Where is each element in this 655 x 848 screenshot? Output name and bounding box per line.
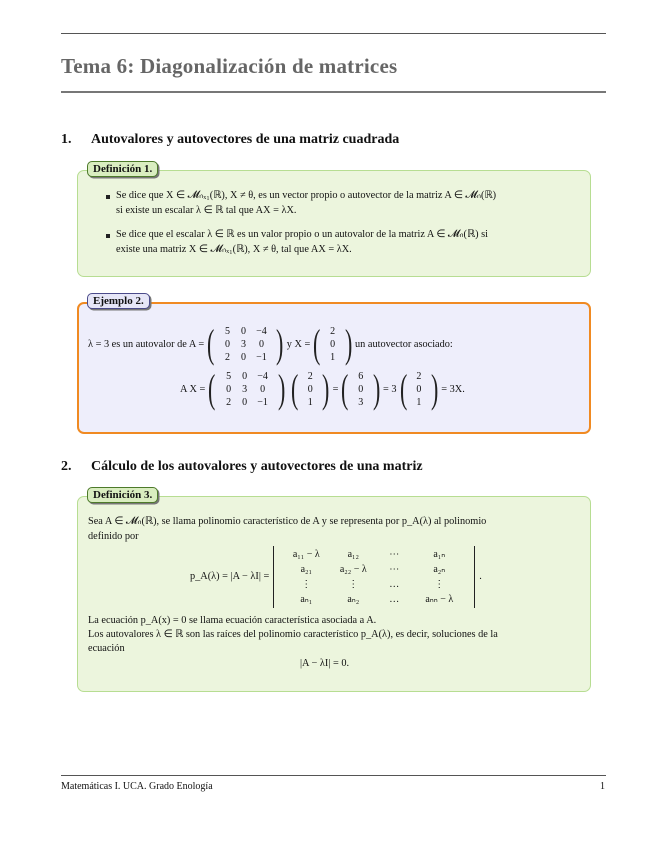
definition-1-box xyxy=(77,170,591,277)
bullet-dot xyxy=(106,234,110,238)
section-2-heading xyxy=(61,459,423,475)
left-paren: ( xyxy=(208,366,216,411)
ex2-tail-text: un autovector asociado: xyxy=(355,338,453,350)
definition-1-label: Definición 1. xyxy=(87,161,158,177)
det-cell: aₙₙ − λ xyxy=(425,594,454,605)
matrix-cell: 2 xyxy=(224,351,230,363)
final-equation: |A − λI| = 0. xyxy=(300,658,350,669)
matrix-cell: 0 xyxy=(240,351,246,363)
def1-bullet1-line2: si existe un escalar λ ∈ ℝ tal que AX = λX. xyxy=(116,205,297,216)
matrix-cell: 2 xyxy=(226,396,232,408)
equals-three: = 3 xyxy=(383,383,397,395)
example-2-line2 xyxy=(180,366,465,412)
section-title: Autovalores y autovectores de una matriz cuadrada xyxy=(91,132,400,147)
section-number: 1. xyxy=(61,132,72,147)
det-cell: … xyxy=(389,594,400,605)
matrix-cell: −1 xyxy=(257,396,268,408)
matrix-A-repeat xyxy=(219,370,275,409)
top-rule xyxy=(61,33,606,34)
determinant-matrix xyxy=(280,547,468,607)
title-rule xyxy=(61,91,606,93)
vector-X-repeat xyxy=(301,370,319,409)
vector-cell: 2 xyxy=(330,325,336,337)
ax-label: A X = xyxy=(180,383,206,395)
det-cell: a₂₂ − λ xyxy=(339,564,367,575)
det-cell: aₙ₁ xyxy=(300,594,313,605)
period: . xyxy=(479,571,482,582)
example-2-line1 xyxy=(88,321,453,367)
det-right-bar xyxy=(468,546,475,608)
section-number: 2. xyxy=(61,459,72,474)
matrix-cell: 5 xyxy=(224,325,230,337)
det-cell: ⋯ xyxy=(389,564,400,575)
vector-cell: 0 xyxy=(416,383,422,395)
matrix-cell: 0 xyxy=(226,383,232,395)
left-paren: ( xyxy=(290,366,299,411)
def1-bullet2-line1: Se dice que el escalar λ ∈ ℝ es un valor propio o un autovalor de la matriz A ∈ 𝓜ₙ(ℝ) si xyxy=(116,229,488,240)
example-2-label: Ejemplo 2. xyxy=(87,293,150,309)
matrix-cell: 3 xyxy=(240,338,246,350)
vector-cell: 6 xyxy=(358,370,364,382)
matrix-cell: 0 xyxy=(260,383,266,395)
matrix-cell: −1 xyxy=(256,351,267,363)
matrix-cell: 5 xyxy=(226,370,232,382)
det-cell: a₁₁ − λ xyxy=(292,549,320,560)
right-paren: ) xyxy=(430,366,439,411)
vector-cell: 2 xyxy=(307,370,313,382)
matrix-A xyxy=(217,325,273,364)
vector-cell: 2 xyxy=(416,370,422,382)
vector-cell: 3 xyxy=(358,396,364,408)
det-cell: ⋯ xyxy=(389,549,400,560)
section-1-heading xyxy=(61,132,399,148)
left-paren: ( xyxy=(207,321,215,366)
det-cell: aₙ₂ xyxy=(347,594,360,605)
right-paren: ) xyxy=(372,366,381,411)
page-title: Tema 6: Diagonalización de matrices xyxy=(61,54,398,78)
vector-X xyxy=(324,325,342,364)
vector-cell: 1 xyxy=(330,351,336,363)
def3-line1: Sea A ∈ 𝓜ₙ(ℝ), se llama polinomio característico de A y se representa por p_A(λ) al polinomio xyxy=(88,516,487,527)
vector-AX xyxy=(352,370,370,409)
left-paren: ( xyxy=(341,366,349,411)
def3-line5: ecuación xyxy=(88,643,125,654)
matrix-cell: 3 xyxy=(242,383,248,395)
footer-rule xyxy=(61,775,606,776)
vector-cell: 1 xyxy=(416,396,422,408)
det-cell: ⋮ xyxy=(434,579,445,590)
equals-3x: = 3X. xyxy=(441,383,465,395)
ex2-lead-text: λ = 3 es un autovalor de A = xyxy=(88,338,205,350)
right-paren: ) xyxy=(276,321,284,366)
matrix-cell: 0 xyxy=(224,338,230,350)
right-paren: ) xyxy=(344,321,353,366)
def1-bullet1-line1: Se dice que X ∈ 𝓜ₙₓ₁(ℝ), X ≠ θ, es un vector propio o autovector de la matriz A ∈ 𝓜ₙ(ℝ) xyxy=(116,190,497,201)
vector-cell: 0 xyxy=(358,383,364,395)
bullet-dot xyxy=(106,195,110,199)
page-number: 1 xyxy=(600,781,605,792)
vector-cell: 0 xyxy=(307,383,313,395)
matrix-cell: 0 xyxy=(242,370,248,382)
det-cell: ⋮ xyxy=(301,579,312,590)
def3-line4: Los autovalores λ ∈ ℝ son las raíces del polinomio característico p_A(λ), es decir, soluciones de la xyxy=(88,629,498,640)
right-paren: ) xyxy=(322,366,330,411)
left-paren: ( xyxy=(313,321,321,366)
right-paren: ) xyxy=(277,366,285,411)
det-cell: a₂₁ xyxy=(300,564,312,575)
ex2-y-text: y X = xyxy=(286,338,311,350)
left-paren: ( xyxy=(399,366,407,411)
det-cell: ⋮ xyxy=(348,579,359,590)
vector-cell: 1 xyxy=(307,396,313,408)
matrix-cell: 0 xyxy=(258,338,264,350)
det-cell: a₁ₙ xyxy=(433,549,446,560)
polynomial-lhs: p_A(λ) = |A − λI| = xyxy=(190,571,270,582)
det-cell: … xyxy=(389,579,400,590)
det-left-bar xyxy=(273,546,280,608)
footer-course: Matemáticas I. UCA. Grado Enología xyxy=(61,781,213,792)
matrix-cell: −4 xyxy=(257,370,268,382)
def3-determinant-line xyxy=(190,545,482,609)
det-cell: a₂ₙ xyxy=(433,564,446,575)
matrix-cell: 0 xyxy=(240,325,246,337)
matrix-cell: −4 xyxy=(256,325,267,337)
definition-3-label: Definición 3. xyxy=(87,487,158,503)
vector-cell: 0 xyxy=(330,338,336,350)
vector-X-repeat-2 xyxy=(410,370,428,409)
def3-line2: definido por xyxy=(88,531,139,542)
section-title: Cálculo de los autovalores y autovectores de una matriz xyxy=(91,459,423,474)
equals-sign: = xyxy=(332,383,339,395)
det-cell: a₁₂ xyxy=(347,549,359,560)
matrix-cell: 0 xyxy=(242,396,248,408)
def3-line3: La ecuación p_A(x) = 0 se llama ecuación característica asociada a A. xyxy=(88,615,377,626)
def1-bullet2-line2: existe una matriz X ∈ 𝓜ₙₓ₁(ℝ), X ≠ θ, tal que AX = λX. xyxy=(116,244,352,255)
